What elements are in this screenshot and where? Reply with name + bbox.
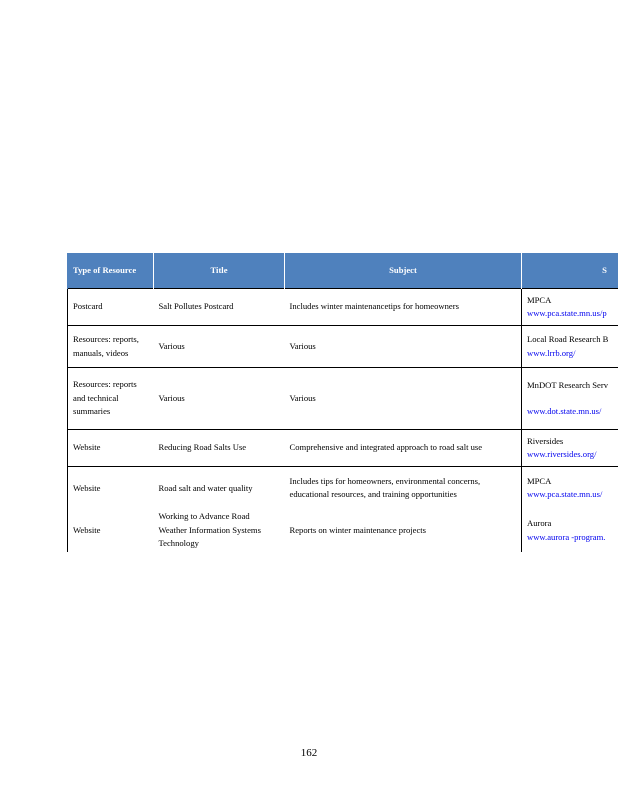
page-number: 162 — [300, 747, 318, 759]
resources-table-container — [67, 253, 618, 557]
cell-subject: Reports on winter maintenance projects — [289, 524, 427, 535]
cell-subject: Includes winter maintenancetips for homeowners — [285, 289, 522, 326]
header-subject: Subject — [285, 253, 522, 289]
source-organization: Local Road Research B — [527, 334, 609, 344]
cell-source — [522, 368, 618, 430]
source-organization: MPCA — [527, 294, 552, 305]
cell-subject: Comprehensive and integrated approach to road salt use — [285, 430, 522, 467]
cell-subject: Includes tips for homeowners, environmental concerns, educational resources, and training opportunities — [285, 467, 522, 510]
table-row — [68, 467, 618, 510]
source-link[interactable]: www.aurora -program. — [527, 531, 606, 542]
source-spacer — [527, 393, 618, 405]
table-row — [68, 289, 618, 326]
header-title: Title — [154, 253, 285, 289]
source-link[interactable]: www.pca.state.mn.us/ — [527, 489, 603, 500]
table-header-row — [68, 253, 618, 289]
cell-type: Website — [68, 430, 154, 467]
cell-title: Reducing Road Salts Use — [154, 430, 285, 467]
table-row — [68, 368, 618, 430]
cell-type: Website — [68, 510, 154, 552]
source-link[interactable]: www.lrrb.org/ — [527, 347, 576, 358]
source-link[interactable]: www.dot.state.mn.us/ — [527, 405, 602, 416]
cell-source — [522, 289, 618, 326]
source-organization: Riversides — [527, 435, 564, 446]
cell-type: Postcard — [68, 289, 154, 326]
cell-source — [522, 510, 618, 552]
table-row — [68, 326, 618, 368]
cell-type: Resources: reports, manuals, videos — [68, 326, 154, 368]
cell-title: Various — [154, 368, 285, 430]
cell-source — [522, 430, 618, 467]
source-organization: MnDOT Research Serv — [527, 380, 608, 390]
cell-title: Salt Pollutes Postcard — [154, 289, 285, 326]
cell-type: Website — [68, 467, 154, 510]
cell-title: Working to Advance Road Weather Information Systems Technology — [158, 511, 261, 549]
table-row — [68, 430, 618, 467]
source-link[interactable]: www.pca.state.mn.us/p — [527, 308, 607, 318]
cell-type: Resources: reports and technical summaries — [68, 368, 154, 430]
cell-source — [522, 467, 618, 510]
cell-title: Various — [154, 326, 285, 368]
cell-subject: Various — [285, 326, 522, 368]
cell-subject: Various — [285, 368, 522, 430]
source-organization: Aurora — [527, 518, 552, 528]
header-type-of-resource: Type of Resource — [68, 253, 154, 289]
table-row — [68, 510, 618, 552]
cell-source — [522, 326, 618, 368]
source-link[interactable]: www.riversides.org/ — [527, 449, 597, 459]
resources-table — [67, 253, 618, 552]
header-source: S — [522, 253, 618, 289]
source-organization: MPCA — [527, 475, 552, 486]
cell-title: Road salt and water quality — [154, 467, 285, 510]
